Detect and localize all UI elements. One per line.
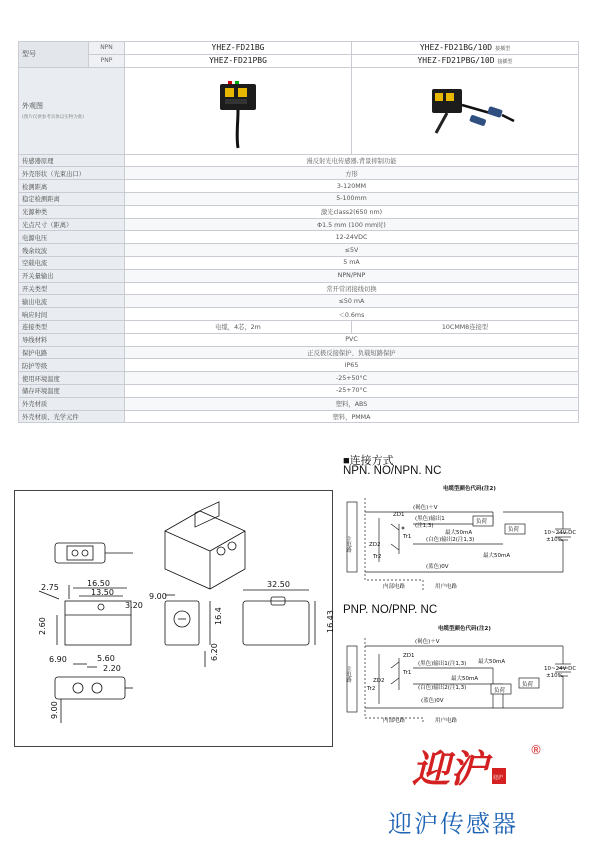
spec-row <box>19 397 579 410</box>
spec-row <box>19 154 579 167</box>
npn-title: NPN. NO/NPN. NC <box>343 465 442 477</box>
svg-text:电缆型颜色代码(注2): 电缆型颜色代码(注2) <box>443 486 496 492</box>
svg-text:5.60: 5.60 <box>97 654 115 663</box>
svg-text:2.60: 2.60 <box>38 617 47 635</box>
spec-label: 光点尺寸（距离） <box>19 218 125 231</box>
model-label: 型号 <box>19 42 89 68</box>
brand-logo <box>410 740 550 792</box>
pnp-label: PNP <box>89 54 125 67</box>
svg-text:(褐色)＋V: (褐色)＋V <box>413 505 438 511</box>
spec-label: 空载电流 <box>19 256 125 269</box>
svg-text:负荷: 负荷 <box>476 519 488 525</box>
spec-row <box>19 218 579 231</box>
svg-text:主电路: 主电路 <box>345 666 351 683</box>
spec-value: 5 mA <box>125 256 579 269</box>
svg-text:最大50mA: 最大50mA <box>483 553 511 559</box>
spec-label: 残余纹波 <box>19 244 125 257</box>
spec-label: 储存环境温度 <box>19 384 125 397</box>
svg-text:®: ® <box>530 743 542 757</box>
svg-text:Tr2: Tr2 <box>367 686 376 692</box>
svg-text:Tr1: Tr1 <box>403 534 412 540</box>
spec-label: 开关类型 <box>19 282 125 295</box>
spec-row <box>19 269 579 282</box>
spec-value: -25+70°C <box>125 384 579 397</box>
spec-row <box>19 231 579 244</box>
svg-text:ZD1: ZD1 <box>393 512 405 518</box>
npn-label: NPN <box>89 42 125 55</box>
spec-label: 输出电流 <box>19 295 125 308</box>
spec-value: ≤5V <box>125 244 579 257</box>
spec-value: 方形 <box>125 167 579 180</box>
spec-row <box>19 192 579 205</box>
spec-label: 外壳材质、光学元件 <box>19 410 125 423</box>
svg-text:16.4: 16.4 <box>214 607 223 625</box>
spec-value: 塑料，ABS <box>125 397 579 410</box>
model-pnp-cable: YHEZ-FD21PBG <box>125 54 352 67</box>
svg-text:16.43: 16.43 <box>326 610 335 633</box>
pnp-title: PNP. NO/PNP. NC <box>343 604 438 616</box>
brand-name: 迎沪传感器 <box>388 810 518 838</box>
svg-text:主电路: 主电路 <box>345 536 351 553</box>
svg-text:(白色)输出2(注1,3): (白色)输出2(注1,3) <box>426 537 475 543</box>
svg-text:电缆型颜色代码(注2): 电缆型颜色代码(注2) <box>438 626 491 632</box>
spec-row <box>19 308 579 321</box>
svg-text:内部电路: 内部电路 <box>383 584 406 590</box>
spec-value: -25+50°C <box>125 372 579 385</box>
spec-label: 导线材料 <box>19 333 125 346</box>
svg-text:9.00: 9.00 <box>149 592 167 601</box>
spec-row <box>19 410 579 423</box>
svg-text:用户电路: 用户电路 <box>435 718 458 724</box>
spec-value: IP65 <box>125 359 579 372</box>
spec-value: 正反极反接保护、负载短路保护 <box>125 346 579 359</box>
spec-label: 光源种类 <box>19 205 125 218</box>
svg-text:最大50mA: 最大50mA <box>451 676 479 682</box>
svg-text:10~24V DC: 10~24V DC <box>544 666 577 672</box>
npn-wiring-diagram <box>343 484 583 594</box>
spec-value: PVC <box>125 333 579 346</box>
spec-row <box>19 282 579 295</box>
spec-value: ≤50 mA <box>125 295 579 308</box>
spec-label: 使用环境温度 <box>19 372 125 385</box>
model-npn-cable: YHEZ-FD21BG <box>125 42 352 55</box>
photo-row <box>19 67 579 154</box>
svg-text:用户电路: 用户电路 <box>435 584 458 590</box>
svg-text:6.90: 6.90 <box>49 655 67 664</box>
svg-text:3.20: 3.20 <box>125 601 143 610</box>
spec-row <box>19 244 579 257</box>
svg-text:(注1,3): (注1,3) <box>415 523 434 529</box>
spec-label: 响应时间 <box>19 308 125 321</box>
spec-value: NPN/PNP <box>125 269 579 282</box>
svg-text:10~24V DC: 10~24V DC <box>544 530 577 536</box>
connection-type-cable: 电缆，4芯，2m <box>125 320 352 333</box>
spec-label: 保护电路 <box>19 346 125 359</box>
dimension-drawing-frame <box>14 490 333 747</box>
svg-text:(白色)输出2(注1,3): (白色)输出2(注1,3) <box>418 685 467 691</box>
spec-table <box>18 41 579 423</box>
model-npn-connector: YHEZ-FD21BG/10D 接插型 <box>352 42 579 55</box>
spec-row <box>19 256 579 269</box>
svg-text:迎沪: 迎沪 <box>493 775 504 781</box>
spec-value: 12-24VDC <box>125 231 579 244</box>
svg-text:(蓝色)0V: (蓝色)0V <box>421 698 444 704</box>
model-row-pnp <box>19 54 579 67</box>
svg-text:2.20: 2.20 <box>103 664 121 673</box>
spec-value: 激光class2(650 nm) <box>125 205 579 218</box>
spec-value: 塑料，PMMA <box>125 410 579 423</box>
svg-text:负荷: 负荷 <box>508 527 520 533</box>
svg-text:(蓝色)0V: (蓝色)0V <box>426 564 449 570</box>
spec-label: 开关量输出 <box>19 269 125 282</box>
svg-text:16.50: 16.50 <box>87 579 110 588</box>
spec-value: Φ1.5 mm (100 mm时) <box>125 218 579 231</box>
connector-tag: 接插型 <box>497 59 513 66</box>
spec-row <box>19 295 579 308</box>
svg-text:13.50: 13.50 <box>91 588 114 597</box>
connection-type-label: 连接类型 <box>19 320 125 333</box>
model-pnp-connector: YHEZ-FD21PBG/10D 接插型 <box>352 54 579 67</box>
svg-text:2.75: 2.75 <box>41 583 59 592</box>
connector-tag: 接插型 <box>495 46 511 53</box>
spec-value: 3-120MM <box>125 180 579 193</box>
spec-label: 传感器原理 <box>19 154 125 167</box>
spec-row <box>19 346 579 359</box>
svg-text:±10%: ±10% <box>546 673 563 679</box>
svg-text:9.00: 9.00 <box>50 701 59 719</box>
connection-type-connector: 10CMM8连接型 <box>352 320 579 333</box>
dimension-drawing <box>15 491 335 746</box>
svg-text:(褐色)＋V: (褐色)＋V <box>415 639 440 645</box>
svg-text:±10%: ±10% <box>546 537 563 543</box>
svg-text:最大50mA: 最大50mA <box>478 659 506 665</box>
spec-value: ＜0.6ms <box>125 308 579 321</box>
pnp-wiring-diagram <box>343 624 583 726</box>
spec-row <box>19 384 579 397</box>
svg-text:内部电路: 内部电路 <box>383 718 406 724</box>
svg-text:ZD2: ZD2 <box>369 542 381 548</box>
spec-label: 稳定检测距离 <box>19 192 125 205</box>
spec-label: 电源电压 <box>19 231 125 244</box>
model-row-npn <box>19 42 579 55</box>
spec-value: 5-100mm <box>125 192 579 205</box>
spec-row <box>19 333 579 346</box>
spec-value: 漫反射光电传感器,背景抑制功能 <box>125 154 579 167</box>
spec-label: 外壳材质 <box>19 397 125 410</box>
svg-text:(黑色)输出1(注1,3): (黑色)输出1(注1,3) <box>418 661 467 667</box>
connection-type-row <box>19 320 579 333</box>
svg-text:6.20: 6.20 <box>210 643 219 661</box>
product-photo-connector <box>352 67 579 154</box>
spec-row <box>19 205 579 218</box>
svg-text:ZD2: ZD2 <box>373 678 385 684</box>
spec-row <box>19 359 579 372</box>
spec-row <box>19 167 579 180</box>
spec-label: 防护等级 <box>19 359 125 372</box>
product-photo-cable <box>125 67 352 154</box>
svg-text:Tr2: Tr2 <box>373 554 382 560</box>
connection-heading: ■连接方式 <box>343 455 394 467</box>
svg-text:ZD1: ZD1 <box>403 653 415 659</box>
spec-row <box>19 180 579 193</box>
spec-label: 外壳形状（光束出口） <box>19 167 125 180</box>
svg-text:(黑色)输出1: (黑色)输出1 <box>415 516 445 522</box>
svg-text:最大50mA: 最大50mA <box>445 530 473 536</box>
spec-value: 常开常闭接线切换 <box>125 282 579 295</box>
svg-text:负荷: 负荷 <box>494 688 506 694</box>
svg-text:32.50: 32.50 <box>267 580 290 589</box>
svg-text:负荷: 负荷 <box>522 682 534 688</box>
svg-text:迎沪: 迎沪 <box>412 746 489 791</box>
svg-text:Tr1: Tr1 <box>403 670 412 676</box>
photo-label: 外观图 (图片仅供参考具体以实物为准) <box>19 67 125 154</box>
spec-label: 检测距离 <box>19 180 125 193</box>
spec-row <box>19 372 579 385</box>
